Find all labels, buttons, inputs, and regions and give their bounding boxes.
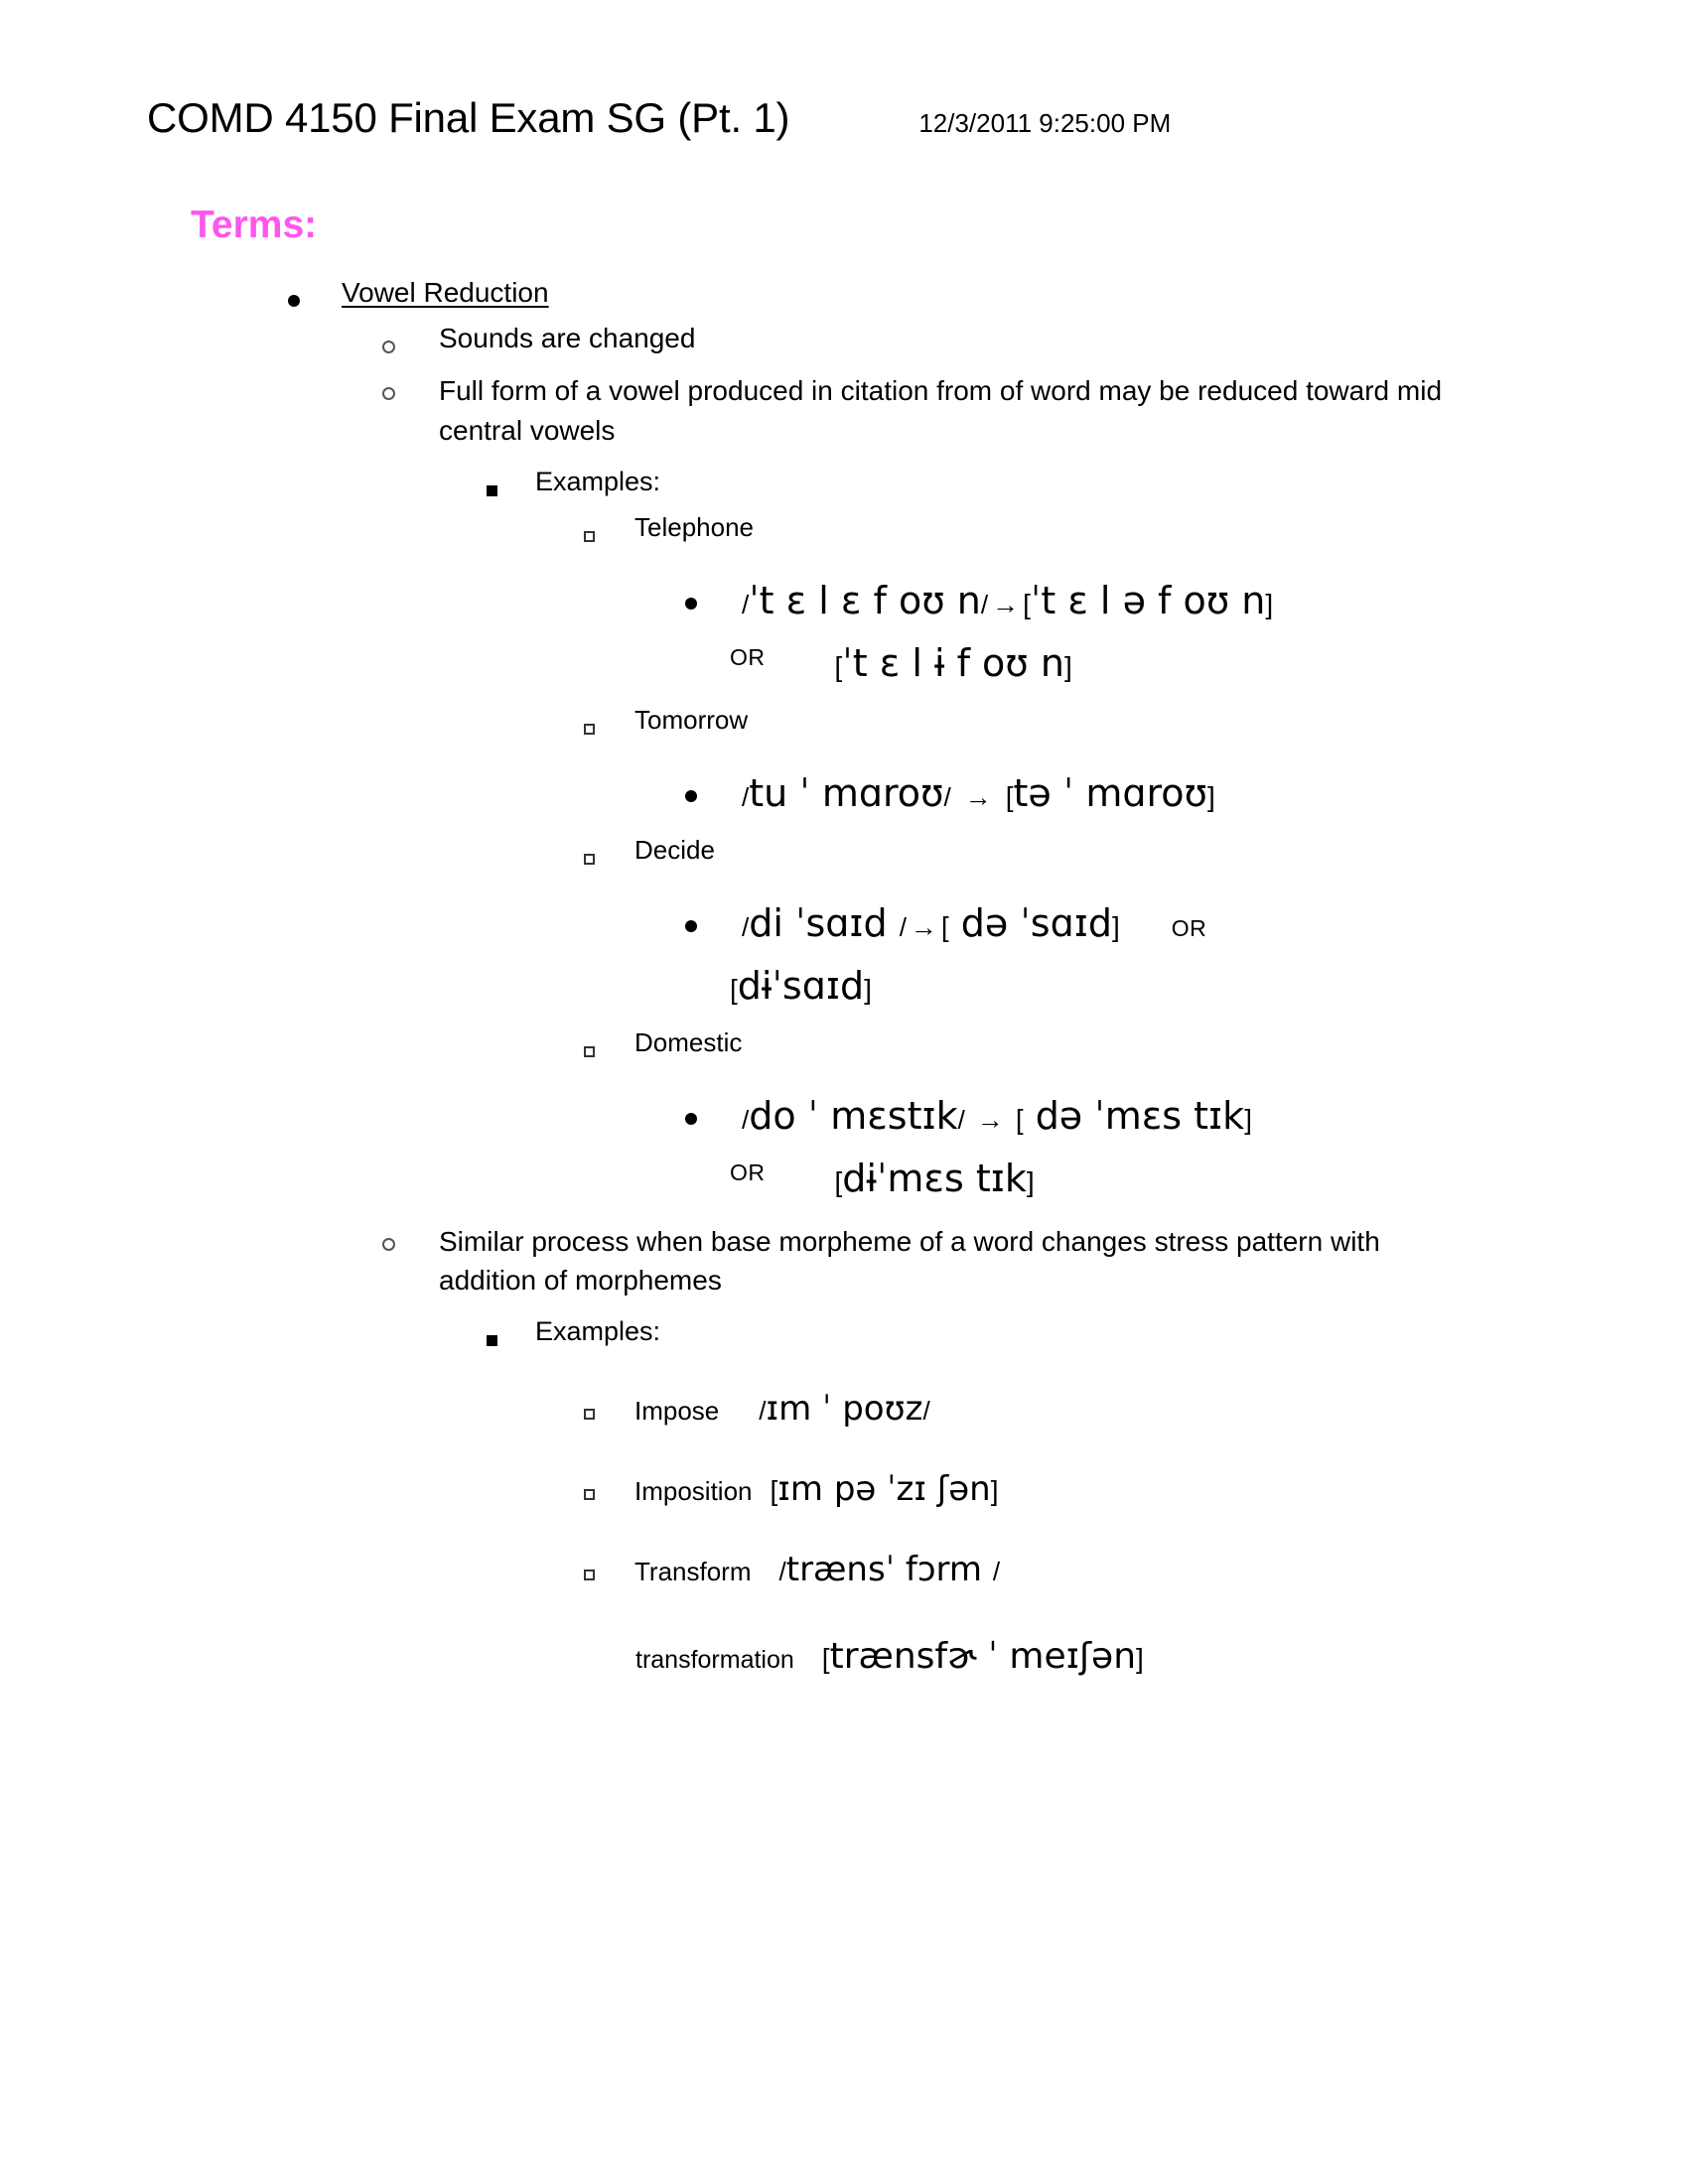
alt-transcription-row-domestic [730,1156,1688,1200]
open-bracket: [ [730,973,738,1005]
sub-item-label: Full form of a vowel produced in citation from of word may be reduced toward mid central vowels [439,375,1443,446]
phonetic-transcription: də ˈmɛs tɪk [1023,1093,1245,1138]
phonemic-close-slash: / [899,911,907,942]
arrow-icon: → [992,589,1020,619]
square-bullet-icon [487,485,497,496]
list-item-imposition [584,1469,1688,1509]
document-header [0,0,1688,142]
example-word: Imposition [634,1476,753,1506]
disc-bullet-icon [685,1113,697,1125]
phonetic-close-bracket: ] [1111,910,1120,942]
phonemic-transcription: tu ˈ mɑroʊ [749,770,944,815]
close-bracket: ] [1136,1643,1144,1674]
list-item-domestic [584,1026,1688,1057]
term-label: Vowel Reduction [342,277,549,308]
phonetic-open-bracket: [ [1023,588,1031,619]
transcription [742,1093,1252,1138]
phonetic-close-bracket: ] [1265,588,1274,619]
close-slash: / [992,1557,1001,1586]
open-slash: / [759,1396,767,1426]
circle-bullet-icon [382,387,395,400]
hollow-square-bullet-icon [584,1570,595,1580]
phonetic-transcription: ˈt ɛ l ə f oʊ n [1030,578,1266,622]
disc-bullet-icon [288,295,300,307]
phonemic-open-slash: / [742,1104,750,1135]
close-bracket: ] [864,973,872,1005]
page-title: COMD 4150 Final Exam SG (Pt. 1) [147,94,790,141]
alt-ipa: dɨˈsɑɪd [737,963,865,1008]
square-bullet-icon [487,1335,497,1346]
open-bracket: [ [834,650,843,682]
or-label: OR [730,643,766,670]
list-item-transformation [635,1636,1688,1677]
phonemic-close-slash: / [957,1104,965,1135]
list-item-vowel-reduction [288,279,1688,307]
phonetic-open-bracket: [ [1005,780,1014,812]
examples-label: Examples: [535,466,661,496]
list-item-transform [584,1550,1688,1589]
arrow-icon: → [976,1104,1004,1135]
alt-transcription [834,1156,1035,1200]
disc-bullet-icon [685,790,697,802]
disc-bullet-icon [685,598,697,610]
phonetic-transcription: tə ˈ mɑroʊ [1013,770,1208,815]
transcription-row-telephone [685,578,1688,622]
phonemic-open-slash: / [742,911,750,942]
example-word: Decide [634,834,715,865]
alt-ipa: dɨˈmɛs tɪk [842,1156,1027,1200]
transcription [742,770,1215,815]
word-with-transcription [635,1636,1144,1677]
transcription-ipa: trænsfɚ ˈ meɪʃən [829,1636,1137,1677]
phonetic-close-bracket: ] [1207,780,1215,812]
example-word: Telephone [634,511,754,542]
close-bracket: ] [990,1475,999,1506]
transcription [742,578,1274,622]
example-word: Transform [634,1557,752,1586]
transcription-ipa: ɪm pə ˈzɪ ʃən [777,1469,991,1509]
list-item-examples-2 [487,1318,1688,1346]
hollow-square-bullet-icon [584,1489,595,1500]
list-item-full-form [382,371,1688,451]
phonemic-transcription: di ˈsɑɪd [749,900,900,945]
transcription-ipa: ɪm ˈ poʊz [766,1389,923,1429]
examples-label: Examples: [535,1316,661,1346]
word-with-transcription [634,1389,930,1429]
transcription-row-tomorrow [685,770,1688,815]
sub-item-label: Sounds are changed [439,323,696,353]
phonemic-close-slash: / [943,781,951,812]
alt-transcription [730,963,872,1008]
or-label: OR [730,1159,766,1185]
list-item-examples-1 [487,466,1688,496]
phonetic-close-bracket: ] [1244,1103,1252,1135]
phonemic-close-slash: / [980,589,989,619]
word-with-transcription [634,1469,999,1509]
open-bracket: [ [834,1165,843,1197]
transcription-row-decide [685,900,1688,945]
sub-item-label: Similar process when base morpheme of a word changes stress pattern with addition of morphemes [439,1225,1380,1297]
phonemic-open-slash: / [742,589,750,619]
close-slash: / [922,1396,930,1426]
word-with-transcription [634,1550,1001,1589]
alt-transcription-row-decide [730,963,1688,1008]
close-bracket: ] [1063,650,1072,682]
document-date: 12/3/2011 9:25:00 PM [918,108,1172,138]
example-word: Impose [634,1396,720,1426]
arrow-icon: → [964,781,992,812]
list-item-impose [584,1389,1688,1429]
open-bracket: [ [770,1475,778,1506]
alt-ipa: ˈt ɛ l ɨ f oʊ n [842,640,1064,685]
phonetic-open-bracket: [ [940,910,949,942]
circle-bullet-icon [382,1238,395,1251]
phonemic-transcription: ˈt ɛ l ɛ f oʊ n [749,578,981,622]
hollow-square-bullet-icon [584,854,595,865]
alt-transcription-row-telephone [730,640,1688,685]
disc-bullet-icon [685,920,697,932]
arrow-icon: → [910,911,937,942]
list-item-decide [584,834,1688,865]
hollow-square-bullet-icon [584,531,595,542]
close-bracket: ] [1026,1165,1035,1197]
example-word: Domestic [634,1026,743,1057]
transcription-ipa: trænsˈ fɔrm [785,1550,993,1589]
open-slash: / [778,1557,786,1586]
list-item-sounds-changed [382,325,1688,353]
list-item-tomorrow [584,704,1688,735]
phonemic-open-slash: / [742,781,750,812]
example-word: Tomorrow [634,704,749,735]
hollow-square-bullet-icon [584,1409,595,1420]
phonetic-transcription: də ˈsɑɪd [948,900,1112,945]
circle-bullet-icon [382,341,395,353]
alt-transcription [834,640,1072,685]
example-word: transformation [635,1646,794,1674]
or-label: OR [1171,914,1207,941]
transcription [742,900,1207,945]
open-bracket: [ [821,1643,830,1674]
list-item-telephone [584,511,1688,542]
phonemic-transcription: do ˈ mɛstɪk [749,1093,958,1138]
terms-heading: Terms: [191,204,318,246]
transcription-row-domestic [685,1093,1688,1138]
phonetic-open-bracket: [ [1015,1103,1024,1135]
hollow-square-bullet-icon [584,1046,595,1057]
hollow-square-bullet-icon [584,724,595,735]
list-item-similar-process [382,1222,1688,1301]
